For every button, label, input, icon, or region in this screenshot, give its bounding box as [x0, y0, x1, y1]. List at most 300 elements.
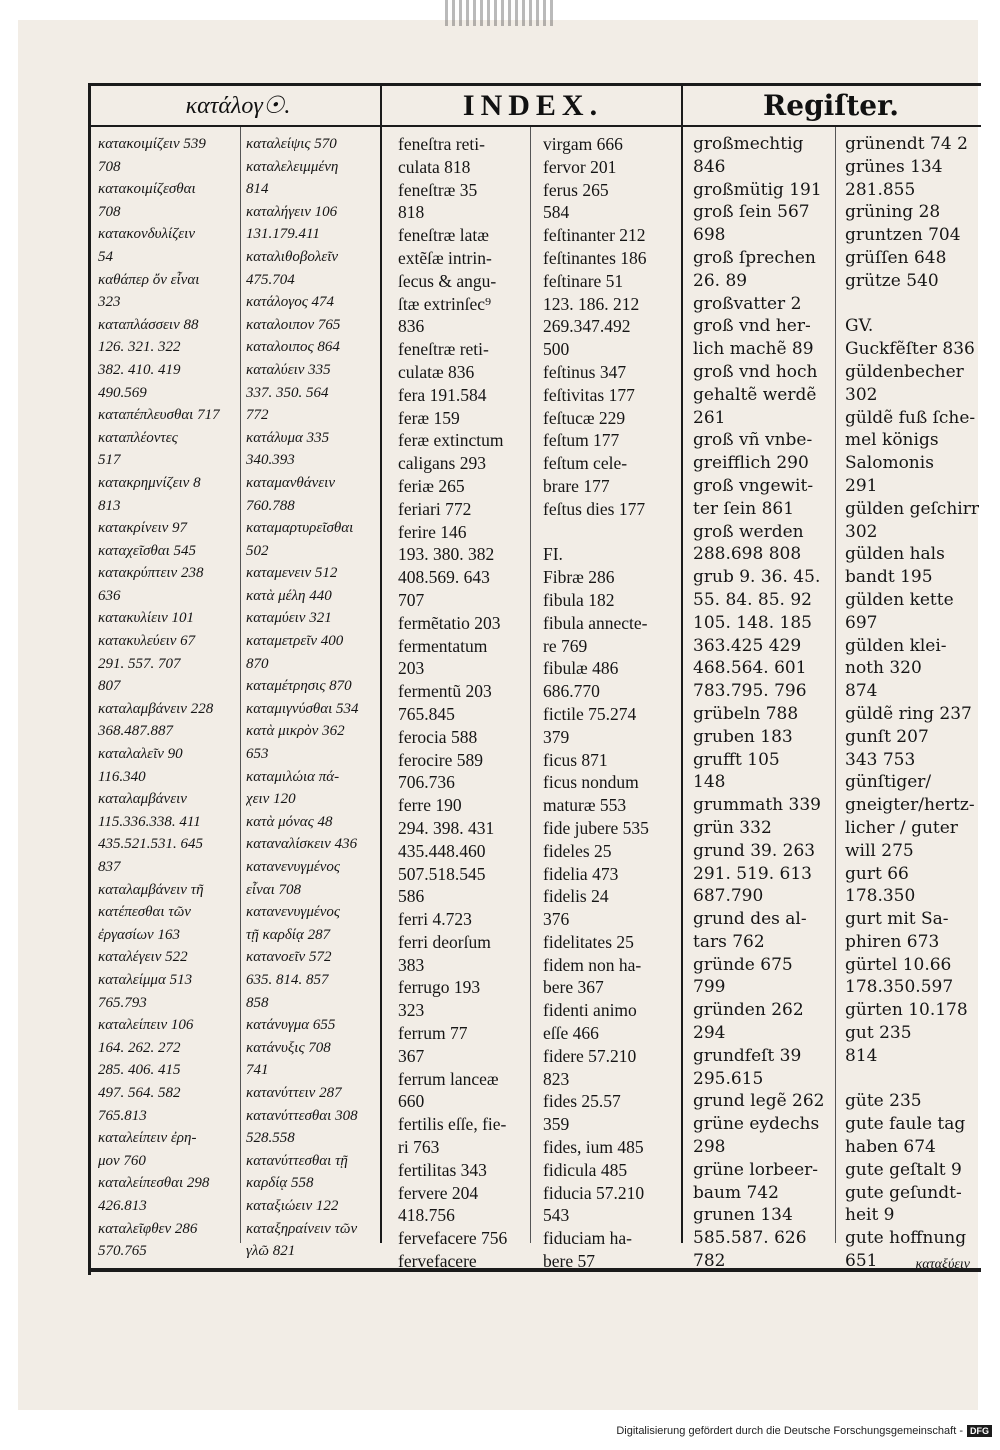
index-entry: fibulæ 486: [543, 658, 619, 679]
index-entry: 116.340: [98, 768, 146, 785]
index-entry: grüne lorbeer-: [693, 1159, 819, 1180]
index-entry: [543, 521, 679, 544]
index-entry: 708: [98, 158, 121, 175]
index-entry: 281.855: [845, 179, 916, 200]
index-entry: κατακυλεύειν 67: [98, 633, 196, 650]
index-entry: καταμετρεῖν 400: [246, 633, 344, 650]
index-entry: culata 818: [398, 156, 471, 177]
index-entry: 426.813: [98, 1197, 147, 1214]
index-entry: 261: [693, 407, 726, 428]
index-entry: κατὰ μέλη 440: [246, 587, 332, 604]
index-entry: 418.756: [398, 1205, 455, 1226]
index-entry: feriari 772: [398, 498, 472, 519]
rule-left: [88, 83, 91, 1275]
index-entry: 708: [98, 203, 121, 220]
index-entry: culatæ 836: [398, 361, 475, 382]
index-entry: 502: [246, 542, 269, 559]
index-entry: κατάλογος 474: [246, 294, 335, 311]
index-entry: 291. 557. 707: [98, 655, 181, 672]
index-entry: feræ 159: [398, 407, 460, 428]
index-entry: καταπέπλευσθαι 717: [98, 407, 220, 424]
index-entry: καταξιώειν 122: [246, 1197, 339, 1214]
index-entry: FI.: [543, 544, 563, 565]
index-entry: licher / guter: [845, 817, 958, 838]
index-entry: 837: [98, 859, 121, 875]
index-entry: gülden klei-: [845, 635, 947, 656]
index-entry: grütze 540: [845, 270, 939, 291]
index-entry: 382. 410. 419: [98, 361, 181, 378]
rule-header: [88, 125, 981, 127]
index-entry: feſtinare 51: [543, 270, 624, 291]
index-entry: 697: [845, 612, 878, 633]
index-entry: καταμιλώια πά-: [246, 768, 340, 785]
index-entry: greifflich 290: [693, 453, 809, 474]
index-entry: ferre 190: [398, 795, 462, 816]
index-entry: 193. 380. 382: [398, 544, 495, 565]
index-entry: 783.795. 796: [693, 681, 807, 702]
index-entry: feriæ 265: [398, 475, 465, 496]
index-entry: baum 742: [693, 1182, 779, 1203]
index-entry: καταλείμμα 513: [98, 971, 193, 988]
index-entry: grund 39. 263: [693, 840, 816, 861]
index-entry: μον 760: [98, 1152, 146, 1169]
index-entry: κατανύττειν 287: [246, 1084, 342, 1101]
index-entry: gülden geſchirr: [845, 498, 979, 519]
index-entry: gurt mit Sa-: [845, 909, 949, 930]
index-entry: ferri 4.723: [398, 909, 472, 930]
index-entry: 707: [398, 589, 425, 610]
index-entry: feſtum cele-: [543, 453, 628, 474]
index-entry: 500: [543, 339, 570, 360]
index-entry: κατανύττεσθαι τῇ: [246, 1152, 348, 1169]
index-entry: fermentũ 203: [398, 681, 492, 702]
index-entry: ri 763: [398, 1137, 440, 1158]
index-entry: fera 191.584: [398, 384, 487, 405]
index-entry: mel königs: [845, 430, 939, 451]
index-entry: 585.587. 626: [693, 1228, 807, 1249]
index-entry: 507.518.545: [398, 863, 486, 884]
index-entry: phiren 673: [845, 931, 940, 952]
index-entry: gneigter/hertz-: [845, 795, 975, 816]
index-entry: καταλείπειν ἐρη-: [98, 1130, 197, 1147]
index-entry: groß vnd hoch: [693, 361, 818, 382]
index-entry: καταλαμβάνειν 228: [98, 700, 214, 717]
index-entry: gülden kette: [845, 589, 954, 610]
index-entry: καταλύειν 335: [246, 361, 331, 378]
index-entry: feneſtra reti-: [398, 134, 485, 154]
index-entry: groß vnd her-: [693, 316, 811, 337]
index-entry: καταχεῖσθαι 545: [98, 542, 197, 559]
index-entry: 765.845: [398, 703, 455, 724]
column-latin-1: [398, 133, 528, 1273]
index-entry: feræ extinctum: [398, 430, 504, 451]
index-entry: τῇ καρδίᾳ 287: [246, 926, 331, 943]
index-entry: κατὰ μόνας 48: [246, 813, 333, 830]
index-entry: 823: [543, 1068, 570, 1089]
index-entry: γλῶ 821: [246, 1243, 296, 1260]
index-entry: maturæ 553: [543, 795, 627, 816]
index-entry: 490.569: [98, 384, 147, 401]
index-entry: 772: [246, 407, 269, 424]
index-entry: 340.393: [246, 452, 295, 469]
index-entry: bandt 195: [845, 567, 933, 588]
index-entry: 586: [398, 886, 425, 907]
index-entry: ferrum lanceæ: [398, 1068, 499, 1089]
index-entry: gründe 675: [693, 954, 793, 975]
index-entry: 383: [398, 954, 425, 975]
index-entry: 782: [693, 1251, 726, 1272]
index-entry: Guckfẽſter 836: [845, 339, 975, 360]
index-entry: groß ſein 567: [693, 202, 810, 223]
index-entry: κατακρημνίζειν 8: [98, 474, 201, 491]
index-entry: 543: [543, 1205, 570, 1226]
index-entry: gürten 10.178: [845, 1000, 968, 1021]
index-entry: 294: [693, 1023, 726, 1044]
index-entry: 686.770: [543, 681, 600, 702]
index-entry: grüſſen 648: [845, 247, 947, 268]
index-entry: 760.788: [246, 497, 295, 514]
index-entry: gehaltẽ werdẽ: [693, 384, 817, 405]
index-entry: 435.521.531. 645: [98, 836, 203, 853]
index-entry: καταμύειν 321: [246, 610, 332, 627]
index-entry: gülden hals: [845, 544, 945, 565]
index-entry: grünes 134: [845, 156, 943, 177]
index-entry: 874: [845, 681, 878, 702]
index-entry: καταμενειν 512: [246, 565, 338, 582]
index-entry: καταναλίσκειν 436: [246, 836, 358, 853]
index-entry: fervefacere 756: [398, 1228, 508, 1249]
index-entry: gruben 183: [693, 726, 793, 747]
index-entry: 368.487.887: [98, 723, 173, 740]
index-entry: 323: [398, 1000, 425, 1021]
index-entry: fidicula 485: [543, 1159, 628, 1180]
index-entry: 343 753: [845, 749, 916, 770]
index-entry: κατακυλίειν 101: [98, 610, 195, 627]
index-entry: καταμιγνύσθαι 534: [246, 700, 359, 717]
index-entry: εἶναι 708: [246, 881, 302, 898]
header-latin: INDEX.: [462, 89, 604, 122]
index-entry: 291: [845, 475, 878, 496]
index-entry: 123. 186. 212: [543, 293, 640, 314]
index-entry: 203: [398, 658, 425, 679]
index-entry: gunſt 207: [845, 726, 929, 747]
index-entry: 814: [246, 181, 269, 198]
index-entry: 26. 89: [693, 270, 748, 291]
index-entry: gute geſundt-: [845, 1182, 962, 1203]
index-entry: 323: [98, 294, 121, 311]
index-entry: 799: [693, 977, 726, 998]
index-entry: 337. 350. 564: [246, 384, 329, 401]
index-entry: großmechtig: [693, 134, 804, 154]
index-entry: 475.704: [246, 271, 295, 288]
index-entry: 298: [693, 1137, 726, 1158]
index-entry: virgam 666: [543, 134, 623, 154]
index-entry: 497. 564. 582: [98, 1084, 181, 1101]
index-entry: grub 9. 36. 45.: [693, 567, 821, 588]
index-entry: κατακοιμίζεσθαι: [98, 181, 196, 198]
index-entry: 846: [693, 156, 726, 177]
index-entry: κατέπεσθαι τῶν: [98, 904, 191, 921]
index-entry: 408.569. 643: [398, 567, 490, 588]
index-entry: κατάνυξις 708: [246, 1039, 331, 1056]
index-entry: fervor 201: [543, 156, 617, 177]
footer-text: Digitalisierung gefördert durch die Deutsche Forschungsgemeinschaft -: [616, 1425, 963, 1437]
index-entry: 741: [246, 1062, 269, 1079]
index-entry: ferus 265: [543, 179, 609, 200]
index-entry: καταμανθάνειν: [246, 474, 336, 491]
index-entry: κατανενυγμένος: [246, 904, 341, 921]
index-entry: 636: [98, 587, 121, 604]
index-entry: tars 762: [693, 931, 765, 952]
index-entry: grüne eydechs: [693, 1114, 820, 1135]
index-entry: feneſtræ latæ: [398, 225, 489, 246]
rule-latin-german: [681, 83, 683, 1243]
index-entry: 858: [246, 994, 269, 1011]
index-entry: ficus 871: [543, 749, 608, 770]
index-entry: fidere 57.210: [543, 1045, 637, 1066]
column-latin-2: [543, 133, 679, 1273]
index-entry: 813: [98, 497, 121, 514]
index-entry: 653: [246, 746, 269, 763]
index-entry: fidelitates 25: [543, 931, 634, 952]
index-entry: fidelis 24: [543, 886, 609, 907]
index-entry: güldẽ fuß ſche-: [845, 407, 976, 428]
index-entry: 359: [543, 1114, 570, 1135]
index-entry: 706.736: [398, 772, 455, 793]
index-entry: 105. 148. 185: [693, 612, 812, 633]
index-entry: grüning 28: [845, 202, 941, 223]
index-entry: groß vngewit-: [693, 475, 814, 496]
index-entry: feſtinanter 212: [543, 225, 646, 246]
index-entry: groß vñ vnbe-: [693, 430, 813, 451]
index-entry: gruntzen 704: [845, 225, 961, 246]
index-entry: κατακρίνειν 97: [98, 520, 188, 537]
index-entry: fiducia 57.210: [543, 1182, 645, 1203]
index-entry: fideles 25: [543, 840, 612, 861]
index-entry: [845, 293, 979, 316]
index-entry: grummath 339: [693, 795, 821, 816]
index-entry: will 275: [845, 840, 914, 861]
index-entry: 363.425 429: [693, 635, 802, 656]
index-entry: günſtiger/: [845, 772, 932, 793]
header-greek: κατάλογ☉.: [185, 93, 291, 119]
index-entry: 148: [693, 772, 726, 793]
index-entry: 376: [543, 909, 570, 930]
index-entry: ter ſein 861: [693, 498, 795, 519]
index-entry: fidelia 473: [543, 863, 619, 884]
index-entry: re 769: [543, 635, 588, 656]
index-entry: 285. 406. 415: [98, 1062, 181, 1079]
index-entry: eſſe 466: [543, 1023, 599, 1044]
index-entry: καταλέγειν 522: [98, 949, 188, 966]
index-entry: καταπλέοντες: [98, 429, 178, 446]
index-entry: GV.: [845, 316, 874, 337]
index-entry: ferocia 588: [398, 726, 478, 747]
index-entry: brare 177: [543, 475, 610, 496]
index-entry: 870: [246, 655, 269, 672]
rule-greek-split: [240, 127, 241, 1243]
index-entry: gute geſtalt 9: [845, 1159, 962, 1180]
index-entry: fibula annecte-: [543, 612, 648, 633]
ruler-marks: [445, 0, 555, 26]
index-entry: grund des al-: [693, 909, 807, 930]
index-entry: ferocire 589: [398, 749, 484, 770]
index-entry: ferire 146: [398, 521, 467, 542]
index-entry: καταλαμβάνειν: [98, 791, 187, 808]
index-entry: güldẽ ring 237: [845, 703, 972, 724]
index-entry: ἐργασίων 163: [98, 926, 180, 943]
index-entry: 164. 262. 272: [98, 1039, 181, 1056]
index-entry: καταλαλεῖν 90: [98, 746, 183, 763]
index-entry: großmütig 191: [693, 179, 822, 200]
index-entry: καταξηραίνειν τῶν: [246, 1220, 358, 1237]
rule-top: [88, 83, 981, 86]
index-entry: 517: [98, 452, 121, 469]
index-entry: feſtivitas 177: [543, 384, 635, 405]
index-table-frame: [88, 83, 981, 1275]
index-entry: καθάπερ ὄν εἶναι: [98, 271, 200, 288]
index-entry: grünendt 74 2: [845, 134, 968, 154]
index-entry: ficus nondum: [543, 772, 639, 793]
index-entry: 379: [543, 726, 570, 747]
index-entry: 55. 84. 85. 92: [693, 589, 812, 610]
rule-german-split: [835, 127, 836, 1243]
index-entry: haben 674: [845, 1137, 936, 1158]
footer-credit: [616, 1425, 992, 1437]
index-entry: κατακρύπτειν 238: [98, 565, 204, 582]
index-entry: 269.347.492: [543, 316, 631, 337]
index-entry: extẽſæ intrin-: [398, 247, 492, 268]
index-entry: großvatter 2: [693, 293, 802, 314]
index-entry: 635. 814. 857: [246, 971, 329, 988]
index-entry: 131.179.411: [246, 226, 320, 243]
index-entry: καταλοιπος 864: [246, 339, 340, 356]
index-entry: καταλείψις 570: [246, 136, 337, 152]
column-german-1: [693, 133, 833, 1273]
index-entry: fide jubere 535: [543, 817, 649, 838]
index-entry: 178.350: [845, 886, 916, 907]
index-entry: feneſtræ 35: [398, 179, 478, 200]
index-entry: fermentatum: [398, 635, 488, 656]
index-entry: güldenbecher: [845, 361, 964, 382]
index-entry: καταλαμβάνειν τῆ: [98, 881, 204, 898]
index-entry: noth 320: [845, 658, 922, 679]
index-entry: feſtinus 347: [543, 361, 627, 382]
catchword: καταξύειν: [915, 1257, 970, 1272]
index-entry: bere 367: [543, 977, 604, 998]
index-entry: groß ſprechen: [693, 247, 816, 268]
index-entry: 468.564. 601: [693, 658, 807, 679]
index-entry: ferri deorſum: [398, 931, 491, 952]
index-entry: grübeln 788: [693, 703, 799, 724]
index-entry: fervefacere: [398, 1251, 477, 1272]
index-entry: güte 235: [845, 1091, 922, 1112]
index-entry: 302: [845, 384, 878, 405]
index-entry: 295.615: [693, 1068, 764, 1089]
index-entry: 126. 321. 322: [98, 339, 181, 356]
index-entry: κατὰ μικρὸν 362: [246, 723, 345, 740]
index-entry: feſtum 177: [543, 430, 620, 451]
index-entry: fermẽtatio 203: [398, 612, 501, 633]
index-entry: καταλήγειν 106: [246, 203, 338, 220]
index-entry: ſecus & angu-: [398, 270, 497, 291]
index-entry: feſtucæ 229: [543, 407, 626, 428]
index-entry: κατάνυγμα 655: [246, 1017, 336, 1034]
index-entry: ferrugo 193: [398, 977, 481, 998]
index-entry: fides, ium 485: [543, 1137, 644, 1158]
index-entry: gute hoffnung: [845, 1228, 967, 1249]
column-german-2: [845, 133, 979, 1273]
index-entry: 115.336.338. 411: [98, 813, 201, 830]
index-entry: 814: [845, 1045, 878, 1066]
index-entry: 698: [693, 225, 726, 246]
index-entry: gründen 262: [693, 1000, 804, 1021]
index-entry: 178.350.597: [845, 977, 954, 998]
index-entry: 765.813: [98, 1107, 147, 1124]
index-entry: 54: [98, 248, 113, 265]
index-entry: fictile 75.274: [543, 703, 637, 724]
index-entry: καταλοιπον 765: [246, 316, 341, 333]
index-entry: κατακονδυλίζειν: [98, 226, 196, 243]
index-entry: ſtæ extrinſec⁹: [398, 293, 492, 314]
index-entry: bere 57: [543, 1251, 595, 1272]
index-entry: 807: [98, 678, 121, 695]
index-entry: 302: [845, 521, 878, 542]
index-entry: κατανύττεσθαι 308: [246, 1107, 358, 1124]
index-entry: καρδίᾳ 558: [246, 1175, 314, 1192]
index-entry: 651: [845, 1251, 878, 1272]
index-entry: καταμέτρησις 870: [246, 678, 352, 695]
header-german: Regiſter.: [762, 89, 900, 122]
index-entry: καταλιθοβολεῖν: [246, 248, 339, 265]
index-entry: 294. 398. 431: [398, 817, 495, 838]
index-entry: heit 9: [845, 1205, 895, 1226]
index-entry: 528.558: [246, 1130, 295, 1147]
index-entry: Fibræ 286: [543, 567, 615, 588]
index-entry: 367: [398, 1045, 425, 1066]
column-greek-1: [98, 133, 240, 1263]
index-entry: fertilitas 343: [398, 1159, 487, 1180]
index-entry: caligans 293: [398, 453, 486, 474]
index-entry: καταλείπεσθαι 298: [98, 1175, 210, 1192]
index-entry: 291. 519. 613: [693, 863, 812, 884]
column-greek-2: [246, 133, 380, 1263]
index-entry: 687.790: [693, 886, 764, 907]
index-entry: καταλεῖφθεν 286: [98, 1220, 198, 1237]
index-entry: lich machẽ 89: [693, 339, 814, 360]
index-entry: feſtinantes 186: [543, 247, 647, 268]
index-entry: κατανοεῖν 572: [246, 949, 332, 966]
index-entry: fervere 204: [398, 1182, 479, 1203]
index-entry: gute faule tag: [845, 1114, 966, 1135]
index-entry: gut 235: [845, 1023, 912, 1044]
index-entry: gürtel 10.66: [845, 954, 952, 975]
rule-greek-latin: [380, 83, 382, 1243]
index-entry: χειν 120: [246, 791, 296, 808]
index-entry: 765.793: [98, 994, 147, 1011]
index-entry: 836: [398, 316, 425, 337]
index-entry: grufft 105: [693, 749, 780, 770]
index-entry: feſtus dies 177: [543, 498, 646, 519]
index-entry: κατακοιμίζειν 539: [98, 136, 206, 152]
index-entry: fidenti animo: [543, 1000, 637, 1021]
index-entry: 435.448.460: [398, 840, 486, 861]
dfg-logo: DFG: [967, 1425, 992, 1437]
index-entry: fides 25.57: [543, 1091, 621, 1112]
index-entry: κατανενυγμένος: [246, 859, 341, 875]
index-entry: ferrum 77: [398, 1023, 468, 1044]
index-entry: Salomonis: [845, 453, 934, 474]
